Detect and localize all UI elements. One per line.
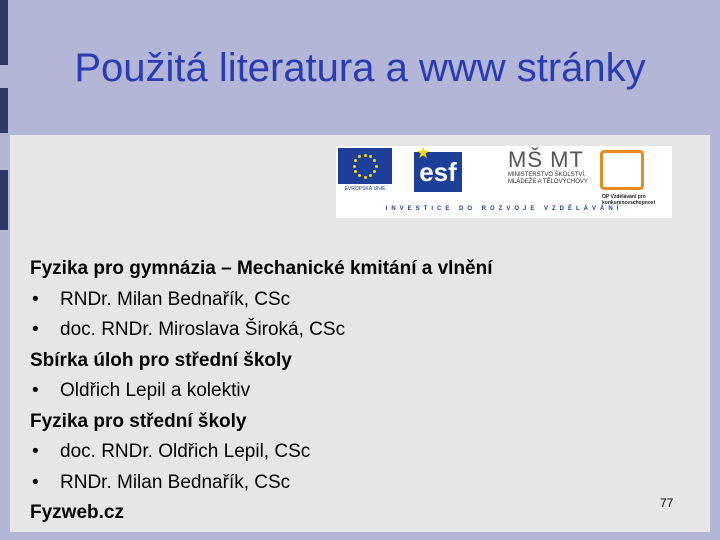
- left-accent-bar: [0, 0, 10, 230]
- reference-author: [30, 468, 670, 499]
- reference-list: [30, 254, 670, 529]
- eu-star-icon: [369, 174, 372, 177]
- logo-tagline: INVESTICE DO ROZVOJE VZDĚLÁVÁNÍ: [385, 206, 623, 212]
- eu-star-icon: [354, 170, 357, 173]
- eu-flag-icon: [338, 148, 392, 184]
- reference-author: [30, 315, 670, 346]
- reference-text: doc. RNDr. Oldřich Lepil, CSc: [60, 441, 311, 462]
- reference-heading: [30, 498, 670, 529]
- eu-star-icon: [369, 155, 372, 158]
- msmt-label: MINISTERSTVO ŠKOLSTVÍ, MLÁDEŽE A TĚLOVÝCHOVY: [508, 172, 588, 185]
- eu-star-icon: [373, 170, 376, 173]
- slide-title: Použitá literatura a www stránky: [74, 46, 646, 90]
- reference-heading: [30, 407, 670, 438]
- op-frame-icon: [600, 150, 644, 190]
- op-label: OP Vzdělávání pro konkurenceschopnost: [602, 194, 656, 206]
- eu-star-icon: [354, 159, 357, 162]
- bullet-icon: •: [32, 288, 39, 310]
- eu-star-icon: [353, 165, 356, 168]
- reference-text: RNDr. Milan Bednařík, CSc: [60, 471, 291, 493]
- bullet-icon: •: [32, 319, 39, 340]
- esf-label: esf: [414, 152, 462, 192]
- page-number: 77: [660, 496, 674, 510]
- eu-star-icon: [364, 154, 367, 157]
- reference-heading: [30, 254, 670, 285]
- eu-star-icon: [364, 176, 367, 179]
- logo-banner: [336, 146, 672, 218]
- star-icon: ★: [416, 145, 431, 162]
- msmt-logo: [508, 148, 590, 194]
- reference-text: doc. RNDr. Miroslava Široká, CSc: [60, 319, 346, 340]
- reference-author: [30, 437, 670, 468]
- reference-text: Sbírka úloh pro střední školy: [30, 349, 292, 371]
- reference-heading: [30, 346, 670, 377]
- msmt-mark: MŠ MT: [508, 147, 584, 172]
- eu-star-icon: [375, 165, 378, 168]
- eu-label: EVROPSKÁ UNIE: [344, 186, 386, 192]
- reference-text: Fyzweb.cz: [30, 502, 124, 523]
- eu-star-icon: [358, 155, 361, 158]
- reference-author: [30, 285, 670, 316]
- eu-star-icon: [358, 174, 361, 177]
- reference-text: RNDr. Milan Bednařík, CSc: [60, 288, 291, 310]
- reference-text: Fyzika pro střední školy: [30, 410, 247, 432]
- op-logo: [598, 148, 668, 206]
- reference-author: [30, 376, 670, 407]
- esf-logo: [414, 145, 464, 192]
- bullet-icon: •: [32, 471, 39, 493]
- title-area: [0, 0, 720, 135]
- reference-text: Fyzika pro gymnázia – Mechanické kmitání a vlnění: [30, 258, 493, 279]
- reference-text: Oldřich Lepil a kolektiv: [60, 380, 251, 401]
- bullet-icon: •: [32, 380, 39, 401]
- bullet-icon: •: [32, 441, 39, 462]
- eu-star-icon: [373, 159, 376, 162]
